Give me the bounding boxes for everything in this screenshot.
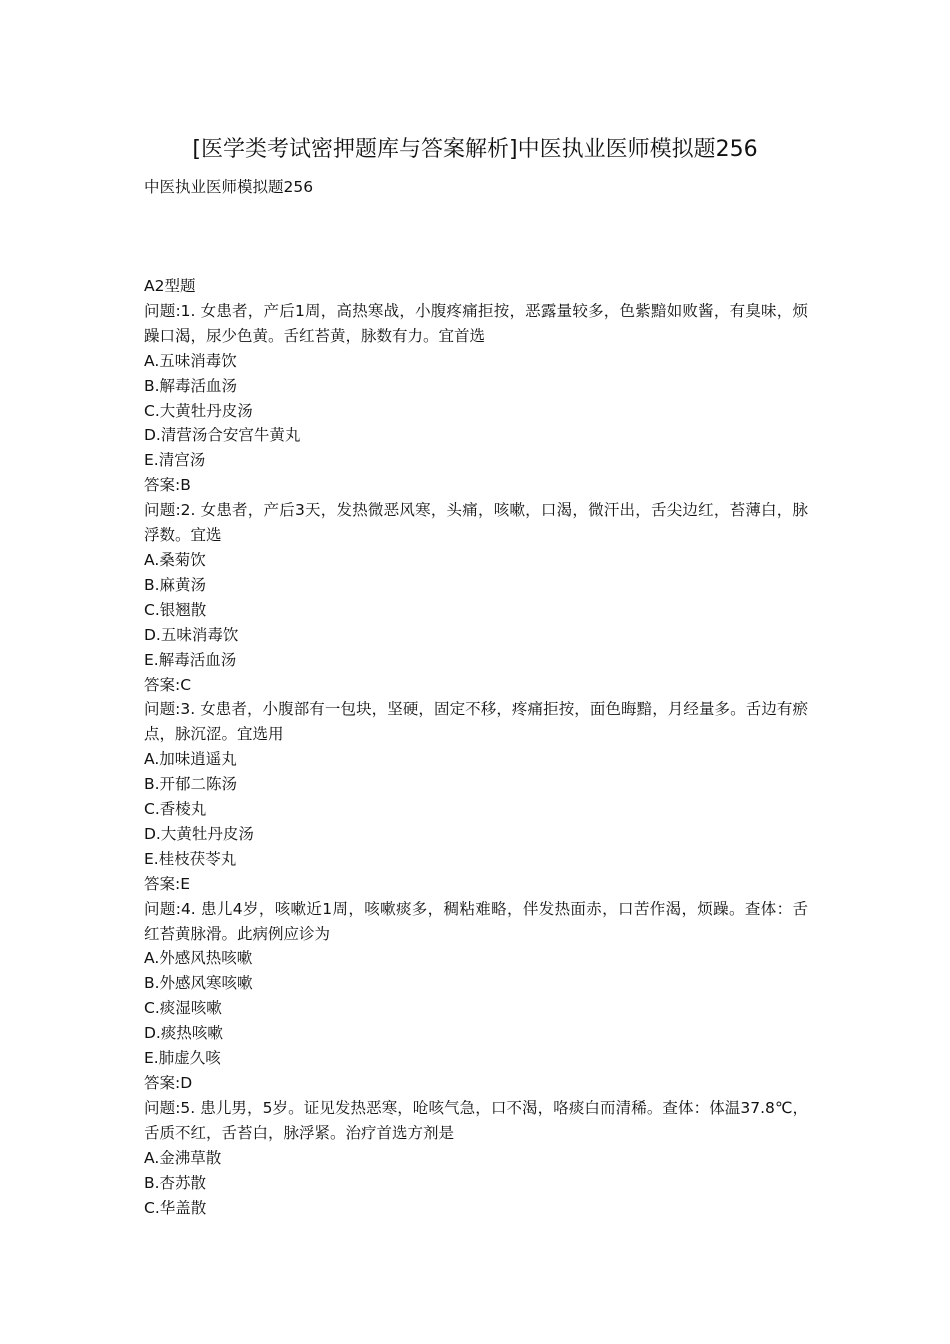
- option-e: E.桂枝茯苓丸: [144, 849, 237, 868]
- option-b: B.杏苏散: [144, 1173, 207, 1192]
- option-c: C.银翘散: [144, 600, 207, 619]
- question-block: [144, 697, 808, 896]
- option-d: D.清营汤合安宫牛黄丸: [144, 426, 301, 445]
- question-block: [144, 498, 808, 697]
- document-subtitle: 中医执业医师模拟题256: [144, 178, 314, 196]
- question-text: 问题:1. 女患者，产后1周，高热寒战，小腹疼痛拒按，恶露量较多，色紫黯如败酱，有臭味，烦躁口渴，尿少色黄。舌红苔黄，脉数有力。宜首选: [144, 301, 808, 345]
- option-e: E.清宫汤: [144, 451, 206, 470]
- option-d: D.痰热咳嗽: [144, 1024, 223, 1043]
- option-c: C.华盖散: [144, 1198, 207, 1217]
- answer-text: 答案:D: [144, 1074, 193, 1092]
- option-a: A.金沸草散: [144, 1148, 222, 1167]
- option-e: E.解毒活血汤: [144, 650, 237, 669]
- document-title: [医学类考试密押题库与答案解析]中医执业医师模拟题256: [192, 137, 758, 162]
- question-block: [144, 1096, 808, 1221]
- option-d: D.五味消毒饮: [144, 625, 239, 644]
- question-block: [144, 299, 808, 498]
- option-d: D.大黄牡丹皮汤: [144, 824, 254, 843]
- option-c: C.痰湿咳嗽: [144, 999, 222, 1018]
- document-body: [144, 274, 808, 1220]
- question-text: 问题:3. 女患者，小腹部有一包块，坚硬，固定不移，疼痛拒按，面色晦黯，月经量多。舌边有瘀点，脉沉涩。宜选用: [144, 700, 808, 744]
- question-text: 问题:4. 患儿4岁，咳嗽近1周，咳嗽痰多，稠粘难略，伴发热面赤，口苦作渴，烦躁。查体：舌红苔黄脉滑。此病例应诊为: [144, 899, 808, 943]
- option-a: A.五味消毒饮: [144, 351, 237, 370]
- option-b: B.外感风寒咳嗽: [144, 974, 253, 993]
- question-block: [144, 897, 808, 1096]
- option-b: B.开郁二陈汤: [144, 775, 238, 794]
- answer-text: 答案:B: [144, 476, 191, 495]
- option-a: A.桑菊饮: [144, 550, 206, 569]
- answer-text: 答案:C: [144, 675, 192, 694]
- option-c: C.香棱丸: [144, 800, 207, 819]
- option-c: C.大黄牡丹皮汤: [144, 401, 253, 420]
- option-a: A.加味逍遥丸: [144, 750, 237, 769]
- option-b: B.解毒活血汤: [144, 376, 238, 395]
- question-text: 问题:5. 患儿男，5岁。证见发热恶寒，呛咳气急，口不渴，咯痰白而清稀。查体：体温37.8℃，舌质不红，舌苔白，脉浮紧。治疗首选方剂是: [144, 1098, 808, 1142]
- option-e: E.肺虚久咳: [144, 1049, 221, 1068]
- section-heading: A2型题: [144, 277, 196, 295]
- option-a: A.外感风热咳嗽: [144, 949, 253, 968]
- option-b: B.麻黄汤: [144, 575, 207, 594]
- answer-text: 答案:E: [144, 874, 191, 893]
- question-text: 问题:2. 女患者，产后3天，发热微恶风寒，头痛，咳嗽，口渴，微汗出，舌尖边红，苔薄白，脉浮数。宜选: [144, 501, 808, 545]
